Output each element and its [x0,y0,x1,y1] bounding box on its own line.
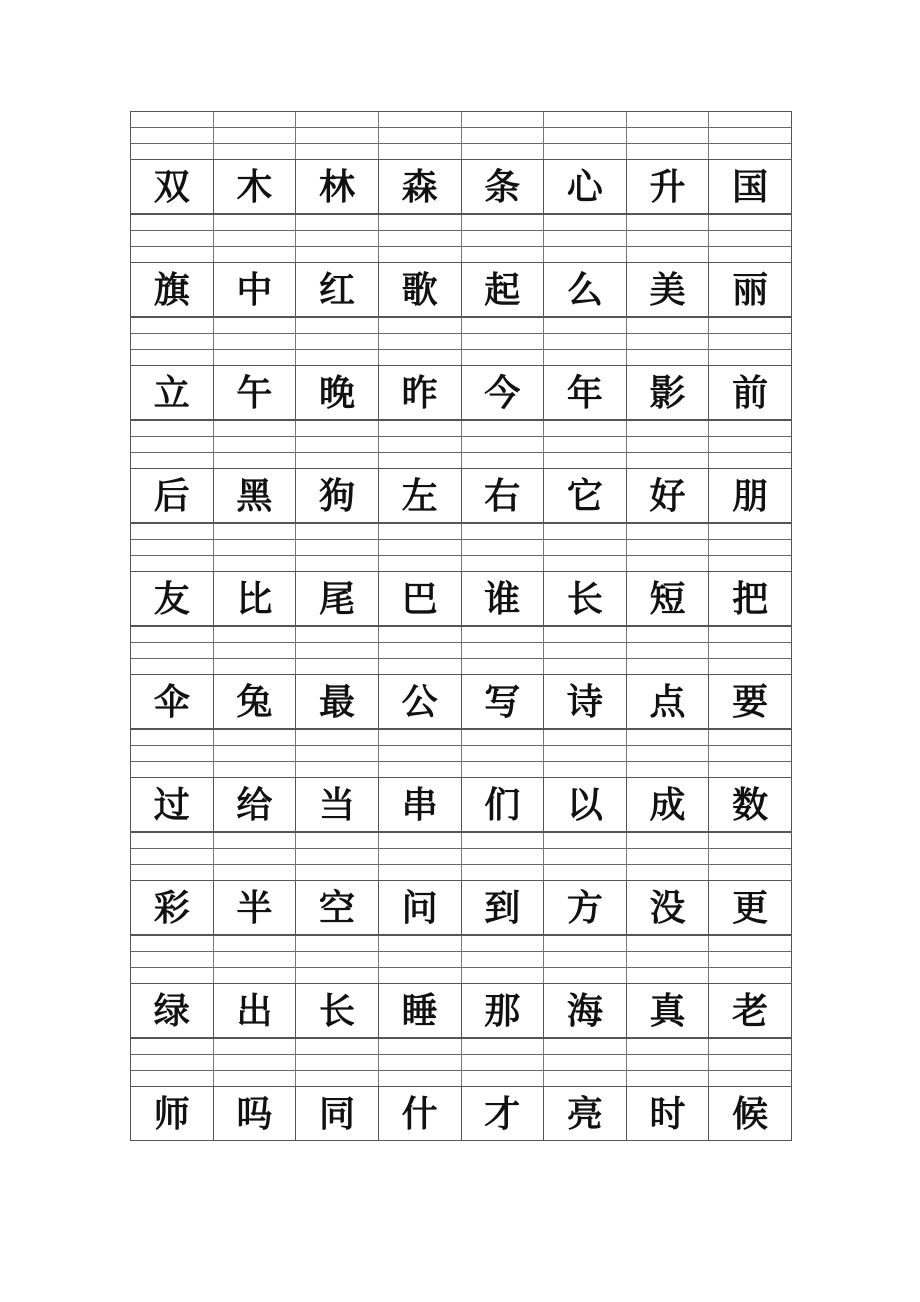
character-cell: 要 [732,680,769,723]
character-cell: 同 [296,1087,379,1140]
pinyin-lines [131,626,791,674]
character-row [131,674,791,729]
practice-block [131,729,791,832]
character-cell: 师 [131,1087,214,1140]
character-cell: 过 [131,778,214,831]
character-cell: 写 [462,675,545,728]
character-cell: 前 [732,371,769,414]
character-cell: 海 [544,984,627,1037]
character-cell: 谁 [462,572,545,625]
character-cell: 巴 [379,572,462,625]
practice-block [131,626,791,729]
character-cell: 们 [462,778,545,831]
character-cell: 旗 [131,263,214,316]
character-cell: 串 [379,778,462,831]
pinyin-lines [131,317,791,365]
character-cell: 吗 [214,1087,297,1140]
character-cell: 方 [544,881,627,934]
character-cell: 么 [544,263,627,316]
character-cell: 中 [214,263,297,316]
character-row [131,1086,791,1141]
character-cell: 长 [544,572,627,625]
character-practice-sheet [130,111,792,1141]
practice-block [131,111,791,214]
character-cell: 森 [379,160,462,213]
character-cell: 睡 [379,984,462,1037]
character-cell: 木 [214,160,297,213]
pinyin-lines [131,420,791,468]
character-cell: 什 [379,1087,462,1140]
character-cell: 昨 [379,366,462,419]
pinyin-lines [131,832,791,880]
character-cell: 彩 [131,881,214,934]
character-row [131,880,791,935]
practice-block [131,832,791,935]
practice-block [131,317,791,420]
character-cell: 比 [214,572,297,625]
character-cell: 把 [732,577,769,620]
character-cell: 后 [131,469,214,522]
character-cell: 起 [462,263,545,316]
character-cell: 问 [379,881,462,934]
character-cell: 林 [296,160,379,213]
character-cell: 双 [131,160,214,213]
character-row [131,468,791,523]
character-cell: 出 [214,984,297,1037]
pinyin-lines [131,214,791,262]
character-cell: 空 [296,881,379,934]
character-cell: 更 [732,886,769,929]
character-row [131,365,791,420]
character-cell: 立 [131,366,214,419]
character-cell: 红 [296,263,379,316]
character-cell: 晚 [296,366,379,419]
character-cell: 老 [732,989,769,1032]
character-cell: 右 [462,469,545,522]
character-cell: 诗 [544,675,627,728]
character-cell: 最 [296,675,379,728]
pinyin-lines [131,111,791,159]
character-row [131,159,791,214]
pinyin-lines [131,935,791,983]
character-cell: 到 [462,881,545,934]
character-cell: 年 [544,366,627,419]
pinyin-lines [131,1038,791,1086]
character-cell: 朋 [732,474,769,517]
practice-block [131,935,791,1038]
character-cell: 短 [627,572,710,625]
character-cell: 国 [732,165,769,208]
character-row [131,571,791,626]
character-row [131,262,791,317]
character-cell: 才 [462,1087,545,1140]
character-cell: 时 [627,1087,710,1140]
character-cell: 丽 [732,268,769,311]
character-cell: 数 [732,783,769,826]
character-cell: 半 [214,881,297,934]
character-cell: 兔 [214,675,297,728]
character-cell: 真 [627,984,710,1037]
character-row [131,777,791,832]
character-cell: 条 [462,160,545,213]
character-cell: 友 [131,572,214,625]
character-cell: 黑 [214,469,297,522]
character-cell: 候 [732,1092,769,1135]
character-cell: 伞 [131,675,214,728]
character-cell: 那 [462,984,545,1037]
pinyin-lines [131,523,791,571]
character-cell: 影 [627,366,710,419]
character-cell: 好 [627,469,710,522]
character-cell: 绿 [131,984,214,1037]
character-cell: 今 [462,366,545,419]
character-cell: 左 [379,469,462,522]
practice-block [131,1038,791,1141]
character-cell: 亮 [544,1087,627,1140]
character-cell: 以 [544,778,627,831]
character-cell: 长 [296,984,379,1037]
character-cell: 尾 [296,572,379,625]
practice-block [131,523,791,626]
character-cell: 公 [379,675,462,728]
character-cell: 没 [627,881,710,934]
character-cell: 当 [296,778,379,831]
character-cell: 它 [544,469,627,522]
character-row [131,983,791,1038]
character-cell: 升 [627,160,710,213]
character-cell: 狗 [296,469,379,522]
character-cell: 美 [627,263,710,316]
character-cell: 歌 [379,263,462,316]
character-cell: 午 [214,366,297,419]
character-cell: 给 [214,778,297,831]
character-cell: 心 [544,160,627,213]
practice-block [131,420,791,523]
character-cell: 成 [627,778,710,831]
practice-block [131,214,791,317]
pinyin-lines [131,729,791,777]
character-cell: 点 [627,675,710,728]
